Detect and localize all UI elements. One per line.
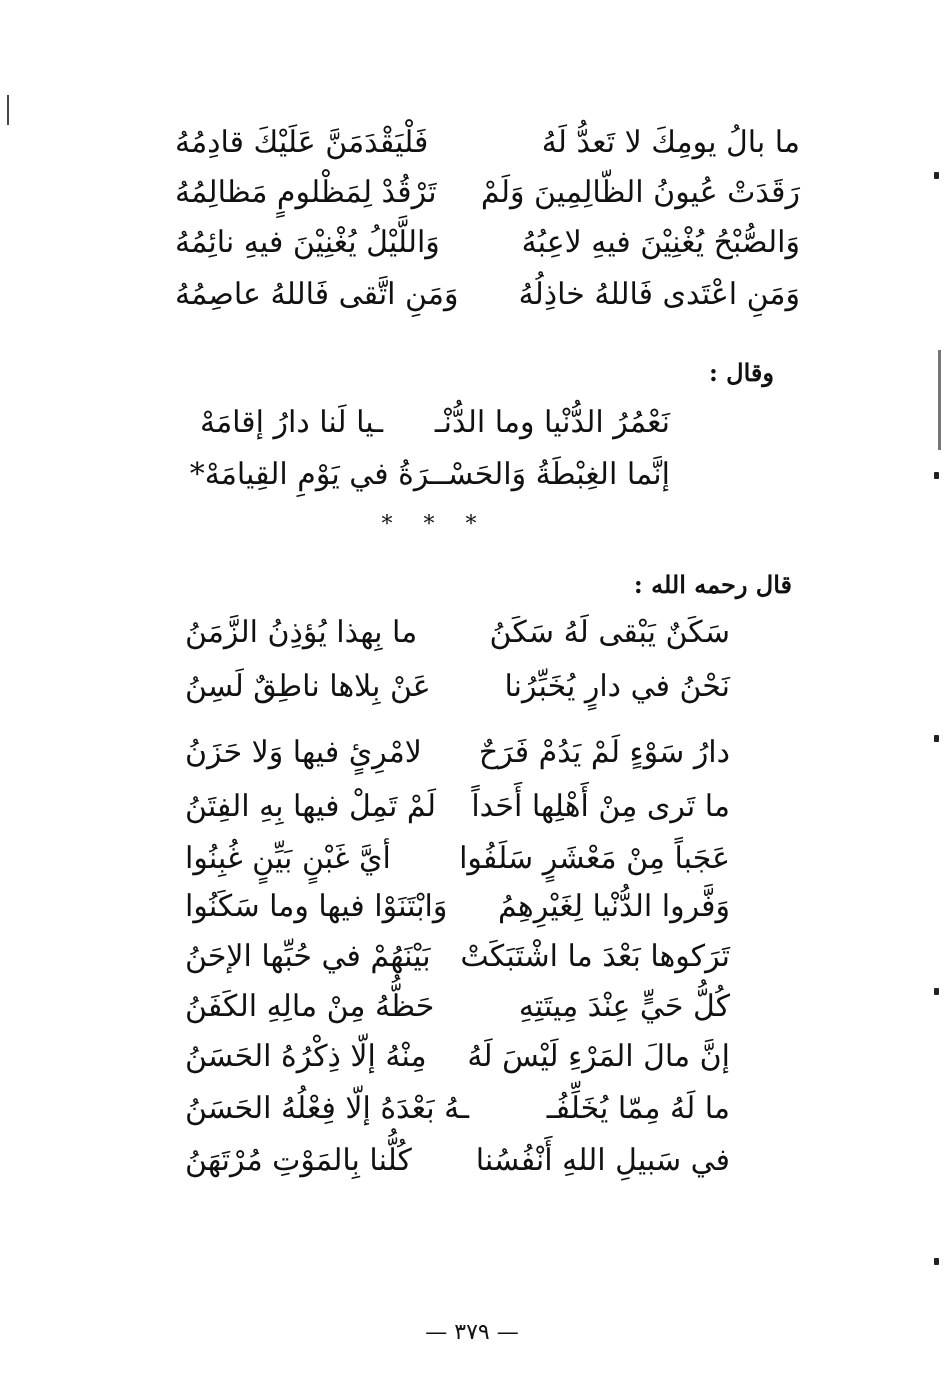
verse-first-hemistich: عَجَباً مِنْ مَعْشَرٍ سَلَفُوا bbox=[459, 841, 730, 876]
verse-first-hemistich: ما تَرى مِنْ أَهْلِها أَحَداً bbox=[471, 789, 730, 824]
verse-second-hemistich: أيَّ غَبْنٍ بَيِّنٍ غُبِنُوا bbox=[185, 841, 391, 876]
verse-first-hemistich: رَقَدَتْ عُيونُ الظّالِمِينَ وَلَمْ bbox=[480, 175, 800, 210]
poem-verse bbox=[185, 1143, 730, 1178]
verse-second-hemistich: كُلُّنا بِالمَوْتِ مُرْتَهَنُ bbox=[185, 1143, 412, 1178]
poem-verse bbox=[185, 669, 730, 704]
poem-verse bbox=[175, 277, 800, 312]
verse-first-hemistich: ما لَهُ مِمّا يُخَلِّفُـ bbox=[546, 1091, 730, 1126]
verse-first-hemistich: ما بالُ يومِكَ لا تَعدُّ لَهُ bbox=[541, 125, 800, 160]
verse-second-hemistich: لامْرِئٍ فيها وَلا حَزَنُ bbox=[185, 735, 422, 770]
verse-first-hemistich: وَفَّروا الدُّنْيا لِغَيْرِهِمُ bbox=[497, 889, 730, 924]
scan-edge-mark bbox=[7, 95, 9, 125]
poem-verse bbox=[185, 1039, 730, 1074]
verse-first-hemistich: وَالصُّبْحُ يُغْنِيْنَ فيهِ لاعِبُهُ bbox=[521, 225, 800, 260]
verse-second-hemistich: وَمَنِ اتَّقى فَاللهُ عاصِمُهُ bbox=[175, 277, 459, 312]
poem-verse bbox=[185, 841, 730, 876]
verse-second-hemistich: بَيْنَهُمْ في حُبِّها الإحَنُ bbox=[185, 939, 431, 974]
verse-first-hemistich: كُلُّ حَيٍّ عِنْدَ مِيتَتِهِ bbox=[518, 989, 730, 1024]
poem-verse bbox=[185, 889, 730, 924]
verse-second-hemistich: لَمْ تَمِلْ فيها بِهِ الفِتَنُ bbox=[185, 789, 437, 824]
margin-dot bbox=[934, 735, 939, 742]
verse-second-hemistich: ـرَةُ في يَوْمِ القِيامَهْ* bbox=[189, 457, 440, 492]
verse-second-hemistich: وَابْتَنَوْا فيها وما سَكَنُوا bbox=[185, 889, 448, 924]
verse-second-hemistich: حَظُّهُ مِنْ مالِهِ الكَفَنُ bbox=[185, 989, 435, 1024]
poem-verse bbox=[200, 405, 670, 440]
poem-verse bbox=[175, 175, 800, 210]
poem-verse bbox=[185, 989, 730, 1024]
verse-first-hemistich: وَمَنِ اعْتَدى فَاللهُ خاذِلُهُ bbox=[518, 277, 800, 312]
page-number: — ٣٧٩ — bbox=[425, 1320, 519, 1345]
poem-verse bbox=[175, 225, 800, 260]
verse-second-hemistich: ـهُ بَعْدَهُ إلّا فِعْلُهُ الحَسَنُ bbox=[185, 1091, 470, 1126]
margin-dot bbox=[934, 1258, 939, 1265]
verse-first-hemistich: دارُ سَوْءٍ لَمْ يَدُمْ فَرَحٌ bbox=[478, 735, 730, 770]
verse-second-hemistich: ما بِهذا يُؤذِنُ الزَّمَنُ bbox=[185, 615, 418, 650]
verse-first-hemistich: إنَّ مالَ المَرْءِ لَيْسَ لَهُ bbox=[467, 1039, 730, 1074]
poem-verse bbox=[175, 125, 800, 160]
verse-second-hemistich: ـيا لَنا دارُ إقامَهْ bbox=[200, 405, 384, 440]
verse-second-hemistich: عَنْ بِلاها ناطِقٌ لَسِنُ bbox=[185, 669, 431, 704]
verse-second-hemistich: مِنْهُ إلّا ذِكْرُهُ الحَسَنُ bbox=[185, 1039, 427, 1074]
poem-verse bbox=[189, 457, 670, 492]
poem-verse bbox=[185, 615, 730, 650]
verse-first-hemistich: تَرَكوها بَعْدَ ما اشْتَبَكَتْ bbox=[460, 939, 730, 974]
verse-first-hemistich: نَحْنُ في دارٍ يُخَبِّرُنا bbox=[504, 669, 730, 704]
section-intro: قال رحمه الله : bbox=[633, 570, 792, 599]
poem-verse bbox=[185, 735, 730, 770]
verse-first-hemistich: نَعْمُرُ الدُّنْيا وما الدُّنْـ bbox=[434, 405, 670, 440]
verse-first-hemistich: سَكَنٌ يَبْقى لَهُ سَكَنُ bbox=[489, 615, 730, 650]
margin-dot bbox=[934, 988, 939, 995]
verse-second-hemistich: تَرْقُدْ لِمَظْلومٍ مَظالِمُهُ bbox=[175, 175, 437, 210]
section-separator: * * * bbox=[381, 512, 489, 537]
poem-verse bbox=[185, 1091, 730, 1126]
section-intro: وقال : bbox=[708, 358, 774, 387]
margin-dot bbox=[934, 472, 939, 479]
poem-verse bbox=[185, 789, 730, 824]
scan-edge-mark bbox=[938, 350, 941, 450]
verse-second-hemistich: فَلْيَقْدَمَنَّ عَلَيْكَ قادِمُهُ bbox=[175, 125, 429, 160]
poem-verse bbox=[185, 939, 730, 974]
verse-first-hemistich: إنَّما الغِبْطَةُ وَالحَسْـ bbox=[439, 457, 670, 492]
verse-second-hemistich: وَاللَّيْلُ يُغْنِيْنَ فيهِ نائِمُهُ bbox=[175, 225, 440, 260]
margin-dot bbox=[934, 172, 939, 179]
verse-first-hemistich: في سَبيلِ اللهِ أَنْفُسُنا bbox=[475, 1143, 730, 1178]
